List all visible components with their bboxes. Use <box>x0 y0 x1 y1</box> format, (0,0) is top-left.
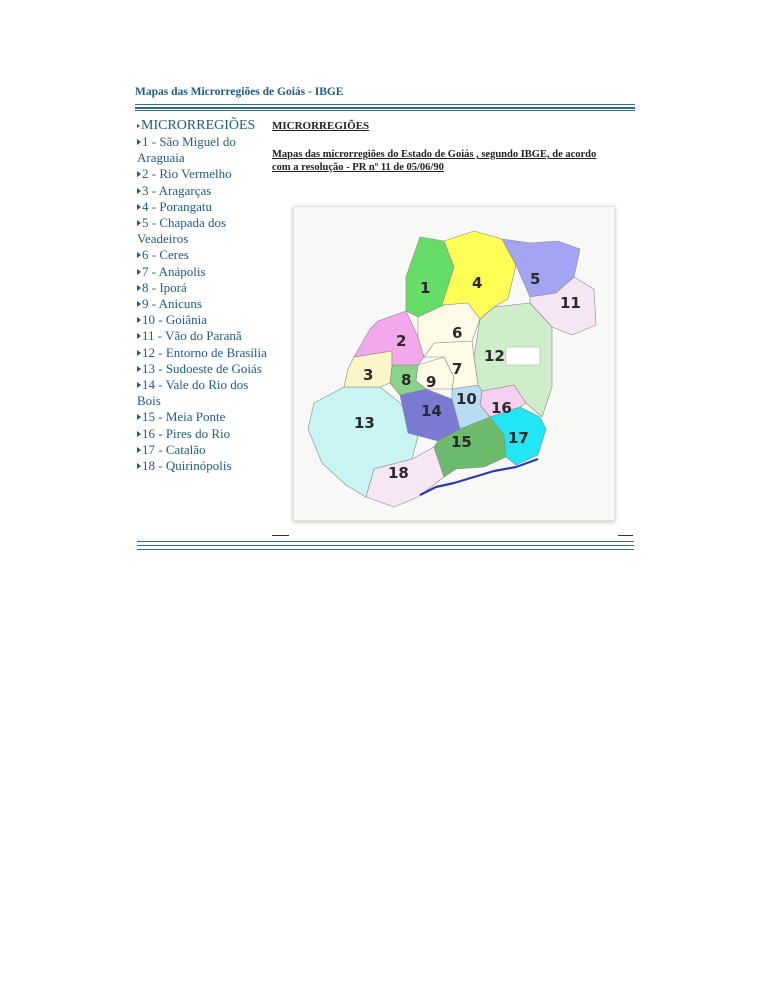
sidebar-item-18[interactable] <box>137 458 267 474</box>
region-label-3: 3 <box>363 366 374 384</box>
region-label-1: 1 <box>420 279 431 297</box>
sidebar-item-17[interactable] <box>137 442 267 458</box>
sidebar-item-label: 1 - São Miguel do Araguaia <box>137 134 236 166</box>
sidebar-item-16[interactable] <box>137 426 267 442</box>
sidebar-item-label: 4 - Porangatu <box>142 198 213 214</box>
region-label-17: 17 <box>508 429 529 447</box>
arrow-icon <box>137 382 141 388</box>
sidebar-item-label: 14 - Vale do Rio dos Bois <box>137 377 249 409</box>
sidebar-item-label: 11 - Vão do Paranã <box>142 328 242 344</box>
section-title: MICRORREGIÕES <box>272 120 370 132</box>
sidebar-item-11[interactable] <box>137 328 267 344</box>
region-label-12: 12 <box>484 347 505 365</box>
sidebar-item-14[interactable] <box>137 377 267 409</box>
arrow-icon <box>137 285 141 291</box>
header-divider <box>135 104 635 112</box>
divider-dash-right <box>618 535 633 536</box>
region-label-11: 11 <box>560 294 581 312</box>
sidebar-item-label: 2 - Rio Vermelho <box>142 166 232 182</box>
arrow-icon <box>137 447 141 453</box>
map-inset-box <box>506 347 540 365</box>
arrow-icon <box>137 252 141 258</box>
sidebar-item-label: 5 - Chapada dos Veadeiros <box>137 215 227 247</box>
region-label-7: 7 <box>452 360 463 378</box>
sidebar-item-7[interactable] <box>137 264 267 280</box>
sidebar-item-label: 18 - Quirinópolis <box>142 458 232 474</box>
arrow-icon <box>137 171 141 177</box>
region-label-16: 16 <box>491 399 512 417</box>
microregions-map <box>293 206 615 521</box>
arrow-icon <box>137 463 141 469</box>
sidebar-item-12[interactable] <box>137 345 267 361</box>
arrow-icon <box>137 414 141 420</box>
region-label-8: 8 <box>401 371 412 389</box>
sidebar-item-label: 7 - Anápolis <box>142 263 206 279</box>
sidebar-item-label: 16 - Pires do Rio <box>142 425 231 441</box>
arrow-icon <box>137 204 141 210</box>
sidebar-item-4[interactable] <box>137 199 267 215</box>
sidebar-item-1[interactable] <box>137 134 267 166</box>
divider-dash-left <box>272 535 289 536</box>
map-description: Mapas das microrregiões do Estado de Goiás , segundo IBGE, de acordo com a resolução - PR nº 11 de 05/06/90 <box>272 149 597 173</box>
page-title: Mapas das Microrregiões de Goiás - IBGE <box>135 86 344 98</box>
region-label-18: 18 <box>388 464 409 482</box>
arrow-icon <box>137 220 141 226</box>
region-label-10: 10 <box>456 390 477 408</box>
region-label-4: 4 <box>472 274 483 292</box>
sidebar-item-label: 6 - Ceres <box>142 247 189 263</box>
arrow-icon <box>137 350 141 356</box>
sidebar-item-9[interactable] <box>137 296 267 312</box>
sidebar-item-label: 3 - Aragarças <box>142 182 212 198</box>
goias-map-graphic <box>294 207 614 520</box>
sidebar-item-label: 17 - Catalão <box>142 441 206 457</box>
arrow-icon <box>137 188 141 194</box>
arrow-icon <box>137 269 141 275</box>
arrow-icon <box>137 431 141 437</box>
bullet-icon <box>137 124 140 128</box>
region-label-5: 5 <box>530 270 541 288</box>
sidebar-item-3[interactable] <box>137 183 267 199</box>
sidebar-item-label: 13 - Sudoeste de Goiás <box>142 360 262 376</box>
arrow-icon <box>137 366 141 372</box>
sidebar-item-6[interactable] <box>137 247 267 263</box>
sidebar-item-label: 9 - Anicuns <box>142 296 202 312</box>
region-label-2: 2 <box>396 332 407 350</box>
region-label-13: 13 <box>354 414 375 432</box>
footer-divider <box>137 541 634 551</box>
sidebar-item-2[interactable] <box>137 166 267 182</box>
arrow-icon <box>137 139 141 145</box>
sidebar-item-13[interactable] <box>137 361 267 377</box>
sidebar-item-10[interactable] <box>137 312 267 328</box>
arrow-icon <box>137 301 141 307</box>
sidebar-item-label: 10 - Goiânia <box>142 312 207 328</box>
region-label-15: 15 <box>451 433 472 451</box>
sidebar-item-15[interactable] <box>137 409 267 425</box>
sidebar-item-8[interactable] <box>137 280 267 296</box>
sidebar-nav <box>137 118 267 474</box>
arrow-icon <box>137 333 141 339</box>
microregion-list <box>137 134 267 474</box>
sidebar-title-link[interactable] <box>137 118 267 134</box>
sidebar-item-label: 15 - Meia Ponte <box>142 409 226 425</box>
arrow-icon <box>137 317 141 323</box>
sidebar-title-label: MICRORREGIÕES <box>141 118 256 133</box>
region-label-9: 9 <box>426 373 437 391</box>
sidebar-item-label: 8 - Iporá <box>142 279 187 295</box>
region-label-6: 6 <box>452 324 463 342</box>
region-label-14: 14 <box>421 402 442 420</box>
sidebar-item-5[interactable] <box>137 215 267 247</box>
sidebar-item-label: 12 - Entorno de Brasília <box>142 344 267 360</box>
main-content <box>272 120 612 174</box>
